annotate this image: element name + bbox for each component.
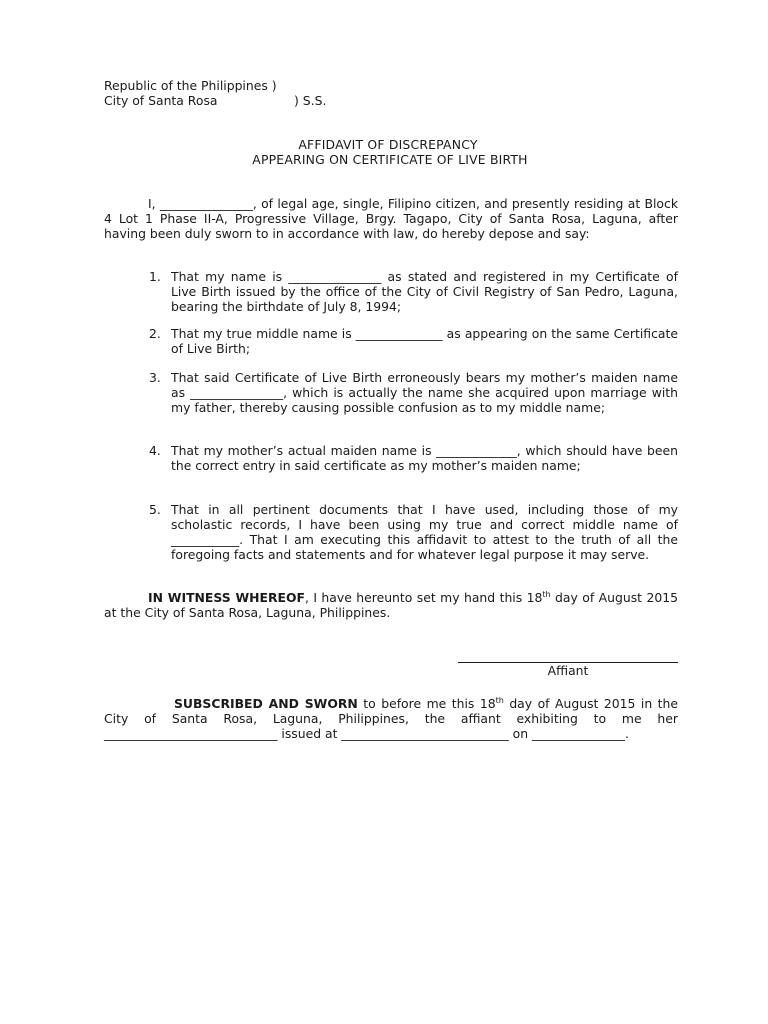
jurat-text-a: to before me this 18 (357, 696, 496, 711)
item-number: 4. (149, 443, 161, 458)
caption-ss: ) S.S. (294, 93, 327, 108)
list-item (149, 269, 678, 314)
jurat-ordinal: th (495, 696, 504, 705)
intro-paragraph (104, 196, 678, 241)
item-text: That my mother’s actual maiden name is _____________, which should have been the correct entry in said certificate as my mother’s maiden name; (171, 443, 678, 473)
witness-text-a: , I have hereunto set my hand this 18 (304, 590, 543, 605)
item-text: That said Certificate of Live Birth erroneously bears my mother’s maiden name as _______________, which is actually the name she acquired upon marriage with my father, thereby causing possible confusion as to my middle name; (171, 370, 678, 415)
item-text: That my true middle name is ______________ as appearing on the same Certificate of Live Birth; (171, 326, 678, 356)
list-item (149, 370, 678, 415)
affiant-label: Affiant (547, 663, 589, 678)
item-number: 1. (149, 269, 161, 284)
intro-text: I, _______________, of legal age, single, Filipino citizen, and presently residing at Block 4 Lot 1 Phase II-A, Progressive Village, Brgy. Tagapo, City of Santa Rosa, Laguna, after having been duly sworn to in accordance with law, do hereby depose and say: (104, 196, 678, 241)
item-number: 5. (149, 502, 161, 517)
list-item (149, 326, 678, 356)
caption-line-city (104, 93, 326, 108)
caption-line-republic: Republic of the Philippines ) (104, 78, 277, 93)
caption-city-name: City of Santa Rosa (104, 93, 218, 108)
witness-text-b: day of August 2015 at the City of Santa Rosa, Laguna, Philippines. (104, 590, 678, 620)
venue-caption (104, 78, 326, 108)
jurat-lead: SUBSCRIBED AND SWORN (174, 696, 358, 711)
title-line-2: APPEARING ON CERTIFICATE OF LIVE BIRTH (252, 152, 528, 167)
item-number: 3. (149, 370, 161, 385)
jurat-text-b: day of August 2015 in the City of Santa Rosa, Laguna, Philippines, the affiant exhibiting to me her ____________________________ issued at ___________________________ on _______________. (104, 696, 678, 741)
item-number: 2. (149, 326, 161, 341)
witness-lead: IN WITNESS WHEREOF (148, 590, 305, 605)
item-text: That in all pertinent documents that I have used, including those of my scholastic records, I have been using my true and correct middle name of ___________. That I am executing this affidavit to attest to the truth of all the foregoing facts and statements and for whatever legal purpose it may serve. (171, 502, 678, 562)
witness-ordinal: th (542, 590, 551, 599)
item-text: That my name is _______________ as stated and registered in my Certificate of Live Birth issued by the office of the City of Civil Registry of San Pedro, Laguna, bearing the birthdate of July 8, 1994; (171, 269, 678, 314)
list-item (149, 443, 678, 473)
title-line-1: AFFIDAVIT OF DISCREPANCY (298, 137, 478, 152)
list-item (149, 502, 678, 562)
document-title (0, 137, 768, 167)
witness-paragraph (104, 590, 678, 620)
jurat-paragraph (104, 696, 678, 741)
